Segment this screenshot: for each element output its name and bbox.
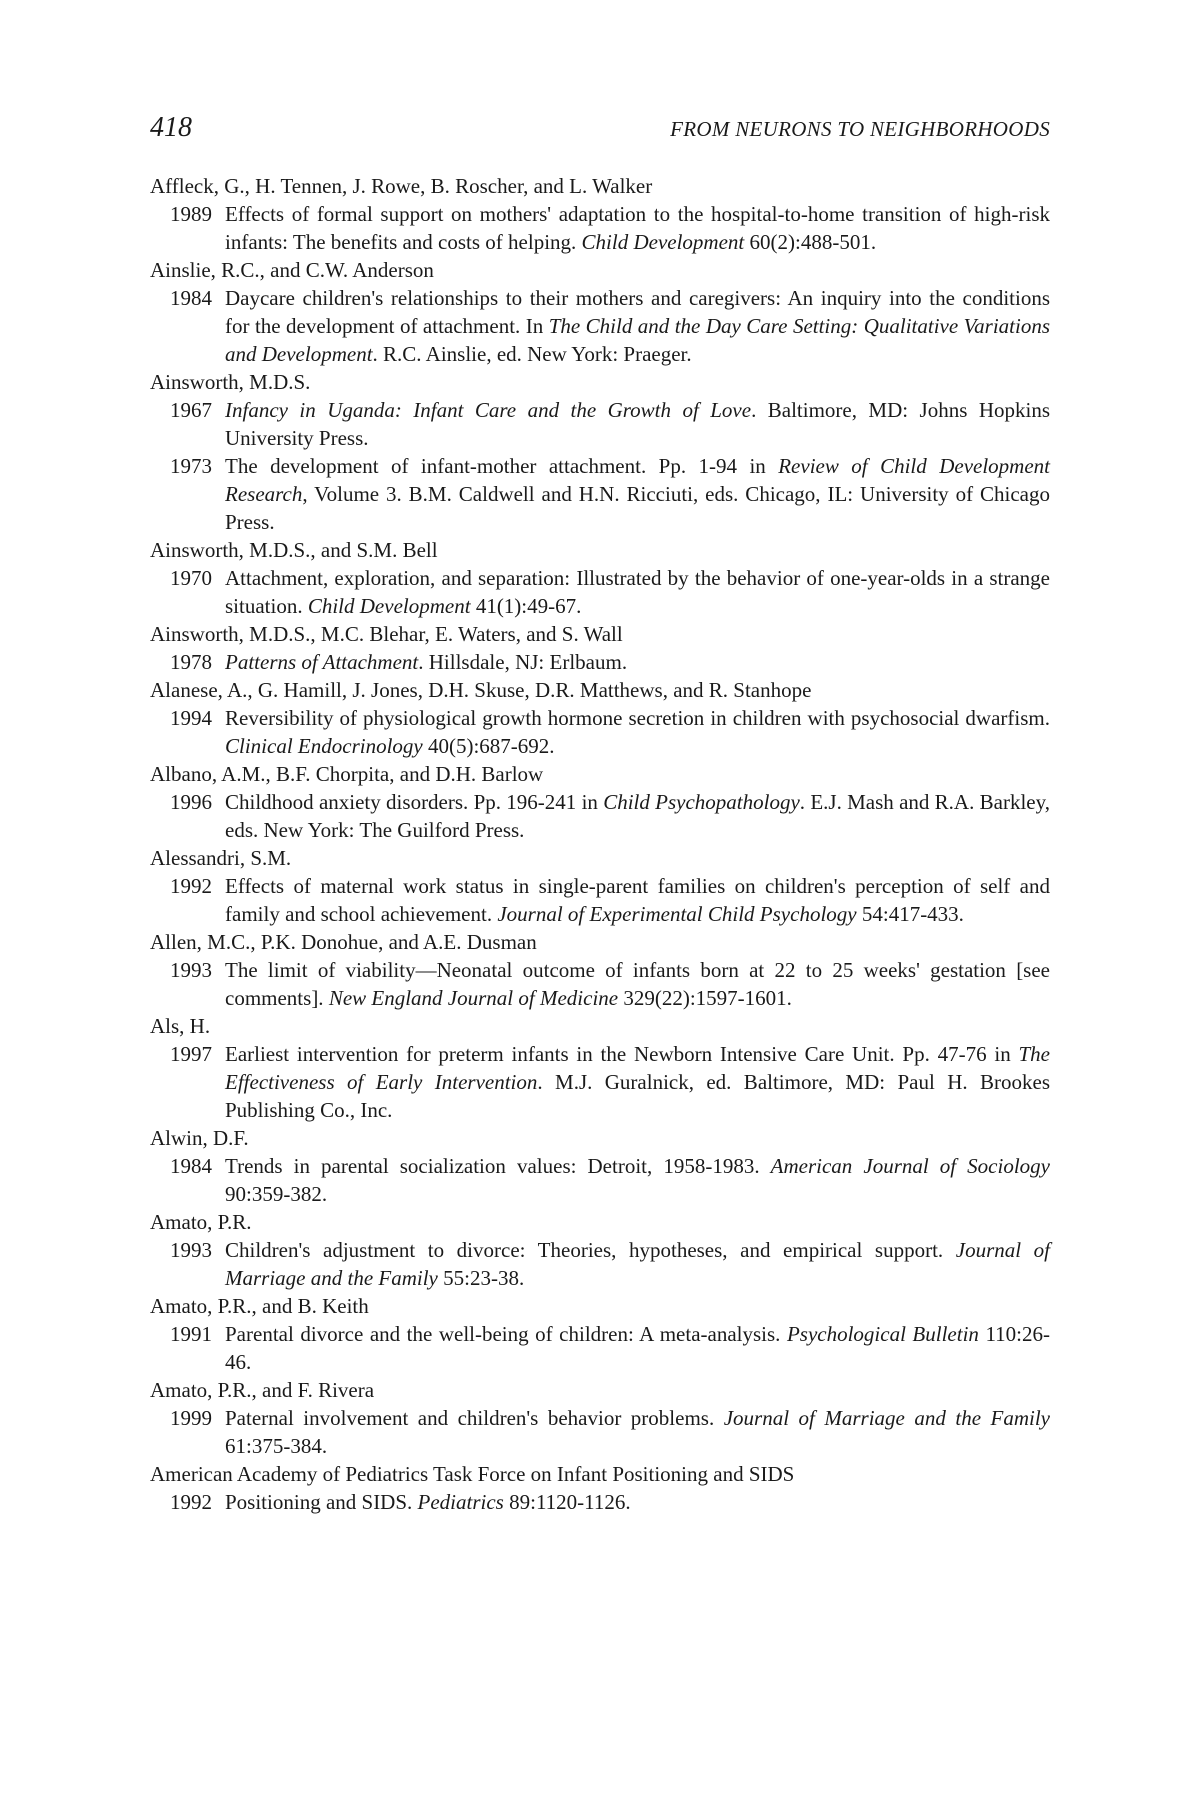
citation-text: , Volume 3. B.M. Caldwell and H.N. Ricciuti, eds. Chicago, IL: University of Chicago Press. xyxy=(225,482,1050,534)
citation-title-italic: Child Development xyxy=(581,230,745,254)
reference-citation xyxy=(225,1152,1050,1208)
citation-title-italic: Journal of Marriage and the Family xyxy=(723,1406,1050,1430)
citation-title-italic: Review of Child Development Research xyxy=(225,454,1050,506)
citation-title-italic: The Child and the Day Care Setting: Qualitative Variations and Development xyxy=(225,314,1050,366)
reference-citation xyxy=(225,200,1050,256)
reference-year: 1970 xyxy=(170,566,212,590)
citation-text: 41(1):49-67. xyxy=(470,594,582,618)
reference-citation xyxy=(225,1040,1050,1124)
citation-text: Childhood anxiety disorders. Pp. 196-241 in xyxy=(225,790,604,814)
reference-citation xyxy=(225,564,1050,620)
citation-text: 55:23-38. xyxy=(437,1266,525,1290)
reference-entry xyxy=(150,1012,1050,1124)
reference-citation xyxy=(225,1488,1050,1516)
citation-text: Paternal involvement and children's behavior problems. xyxy=(225,1406,724,1430)
reference-year: 1984 xyxy=(170,1154,212,1178)
citation-title-italic: Patterns of Attachment xyxy=(225,650,419,674)
reference-work xyxy=(150,648,1050,676)
reference-entry xyxy=(150,928,1050,1012)
citation-title-italic: Journal of Experimental Child Psychology xyxy=(497,902,857,926)
reference-work xyxy=(150,788,1050,844)
citation-text: . Baltimore, MD: Johns Hopkins University Press. xyxy=(225,398,1051,450)
citation-text: 89:1120-1126. xyxy=(503,1490,631,1514)
reference-author: Ainsworth, M.D.S. xyxy=(150,370,311,394)
citation-text: 110:26-46. xyxy=(225,1322,1050,1374)
page-header xyxy=(150,112,1050,152)
reference-entry xyxy=(150,760,1050,844)
citation-text: Effects of maternal work status in single-parent families on children's perception of self and family and school achievement. xyxy=(225,874,1050,926)
reference-author: Als, H. xyxy=(150,1014,211,1038)
reference-year: 1991 xyxy=(170,1322,212,1346)
reference-author: Amato, P.R., and F. Rivera xyxy=(150,1378,375,1402)
reference-entry xyxy=(150,1376,1050,1460)
reference-work xyxy=(150,284,1050,368)
running-head: FROM NEURONS TO NEIGHBORHOODS xyxy=(670,117,1050,141)
citation-text: Parental divorce and the well-being of children: A meta-analysis. xyxy=(225,1322,787,1346)
citation-text: . M.J. Guralnick, ed. Baltimore, MD: Paul H. Brookes Publishing Co., Inc. xyxy=(225,1070,1050,1122)
citation-text: The limit of viability—Neonatal outcome of infants born at 22 to 25 weeks' gestation [see comments]. xyxy=(225,958,1050,1010)
citation-title-italic: Infancy in Uganda: Infant Care and the Growth of Love xyxy=(225,398,752,422)
reference-author: Ainsworth, M.D.S., and S.M. Bell xyxy=(150,538,438,562)
reference-work xyxy=(150,1040,1050,1124)
reference-year: 1992 xyxy=(170,1490,212,1514)
citation-text: Trends in parental socialization values: Detroit, 1958-1983. xyxy=(225,1154,771,1178)
reference-author: Allen, M.C., P.K. Donohue, and A.E. Dusman xyxy=(150,930,537,954)
reference-work xyxy=(150,396,1050,452)
reference-year: 1994 xyxy=(170,706,212,730)
reference-entry xyxy=(150,1208,1050,1292)
reference-entry xyxy=(150,844,1050,928)
reference-entry xyxy=(150,172,1050,256)
reference-author: Amato, P.R. xyxy=(150,1210,252,1234)
reference-entry xyxy=(150,368,1050,536)
reference-year: 1996 xyxy=(170,790,212,814)
reference-year: 1973 xyxy=(170,454,212,478)
reference-citation xyxy=(225,788,1050,844)
citation-title-italic: Psychological Bulletin xyxy=(786,1322,979,1346)
citation-title-italic: Child Psychopathology xyxy=(603,790,800,814)
citation-text: 60(2):488-501. xyxy=(744,230,877,254)
citation-title-italic: Clinical Endocrinology xyxy=(225,734,423,758)
citation-text: 329(22):1597-1601. xyxy=(618,986,792,1010)
citation-text: Children's adjustment to divorce: Theories, hypotheses, and empirical support. xyxy=(225,1238,956,1262)
citation-title-italic: American Journal of Sociology xyxy=(770,1154,1050,1178)
reference-work xyxy=(150,1236,1050,1292)
reference-work xyxy=(150,1320,1050,1376)
reference-citation xyxy=(225,1404,1050,1460)
citation-title-italic: Child Development xyxy=(307,594,471,618)
reference-author: Amato, P.R., and B. Keith xyxy=(150,1294,369,1318)
reference-work xyxy=(150,872,1050,928)
citation-text: Reversibility of physiological growth hormone secretion in children with psychosocial dwarfism. xyxy=(225,706,1050,730)
reference-citation xyxy=(225,956,1050,1012)
reference-work xyxy=(150,704,1050,760)
citation-text: Daycare children's relationships to their mothers and caregivers: An inquiry into the conditions for the development of attachment. In xyxy=(225,286,1050,338)
reference-entry xyxy=(150,1292,1050,1376)
reference-citation xyxy=(225,704,1050,760)
reference-year: 1999 xyxy=(170,1406,212,1430)
reference-entry xyxy=(150,676,1050,760)
reference-work xyxy=(150,1404,1050,1460)
reference-year: 1967 xyxy=(170,398,212,422)
reference-citation xyxy=(225,1320,1050,1376)
reference-work xyxy=(150,452,1050,536)
citation-text: . Hillsdale, NJ: Erlbaum. xyxy=(418,650,628,674)
citation-text: 40(5):687-692. xyxy=(422,734,555,758)
reference-author: Alessandri, S.M. xyxy=(150,846,292,870)
reference-citation xyxy=(225,396,1050,452)
reference-author: Alanese, A., G. Hamill, J. Jones, D.H. Skuse, D.R. Matthews, and R. Stanhope xyxy=(150,678,812,702)
reference-citation xyxy=(225,648,1050,676)
reference-author: Alwin, D.F. xyxy=(150,1126,249,1150)
reference-year: 1989 xyxy=(170,202,212,226)
citation-text: Effects of formal support on mothers' adaptation to the hospital-to-home transition of high-risk infants: The benefits and costs of helping. xyxy=(225,202,1050,254)
reference-author: Albano, A.M., B.F. Chorpita, and D.H. Barlow xyxy=(150,762,544,786)
citation-text: 90:359-382. xyxy=(225,1182,328,1206)
reference-citation xyxy=(225,1236,1050,1292)
reference-year: 1993 xyxy=(170,1238,212,1262)
reference-year: 1993 xyxy=(170,958,212,982)
reference-author: Ainslie, R.C., and C.W. Anderson xyxy=(150,258,434,282)
reference-work xyxy=(150,956,1050,1012)
citation-text: 61:375-384. xyxy=(225,1434,328,1458)
reference-entry xyxy=(150,256,1050,368)
reference-year: 1992 xyxy=(170,874,212,898)
reference-work xyxy=(150,564,1050,620)
reference-citation xyxy=(225,452,1050,536)
reference-author: American Academy of Pediatrics Task Force on Infant Positioning and SIDS xyxy=(150,1462,795,1486)
page-number: 418 xyxy=(150,112,192,143)
reference-work xyxy=(150,200,1050,256)
reference-year: 1978 xyxy=(170,650,212,674)
reference-citation xyxy=(225,284,1050,368)
reference-work xyxy=(150,1152,1050,1208)
citation-title-italic: New England Journal of Medicine xyxy=(328,986,619,1010)
citation-text: Positioning and SIDS. xyxy=(225,1490,418,1514)
reference-work xyxy=(150,1488,1050,1516)
reference-author: Ainsworth, M.D.S., M.C. Blehar, E. Waters, and S. Wall xyxy=(150,622,623,646)
reference-list xyxy=(150,172,1050,1516)
reference-entry xyxy=(150,1124,1050,1208)
reference-entry xyxy=(150,1460,1050,1516)
reference-year: 1997 xyxy=(170,1042,212,1066)
citation-text: 54:417-433. xyxy=(856,902,964,926)
citation-title-italic: Pediatrics xyxy=(417,1490,504,1514)
citation-text: Attachment, exploration, and separation: Illustrated by the behavior of one-year-olds in a strange situation. xyxy=(225,566,1050,618)
citation-title-italic: Journal of Marriage and the Family xyxy=(225,1238,1050,1290)
reference-entry xyxy=(150,536,1050,620)
reference-author: Affleck, G., H. Tennen, J. Rowe, B. Roscher, and L. Walker xyxy=(150,174,653,198)
reference-entry xyxy=(150,620,1050,676)
reference-year: 1984 xyxy=(170,286,212,310)
citation-text: Earliest intervention for preterm infants in the Newborn Intensive Care Unit. Pp. 47-76 in xyxy=(225,1042,1019,1066)
reference-citation xyxy=(225,872,1050,928)
citation-text: . E.J. Mash and R.A. Barkley, eds. New York: The Guilford Press. xyxy=(225,790,1050,842)
citation-text: The development of infant-mother attachment. Pp. 1-94 in xyxy=(225,454,779,478)
citation-text: . R.C. Ainslie, ed. New York: Praeger. xyxy=(372,342,692,366)
citation-title-italic: The Effectiveness of Early Intervention xyxy=(225,1042,1050,1094)
